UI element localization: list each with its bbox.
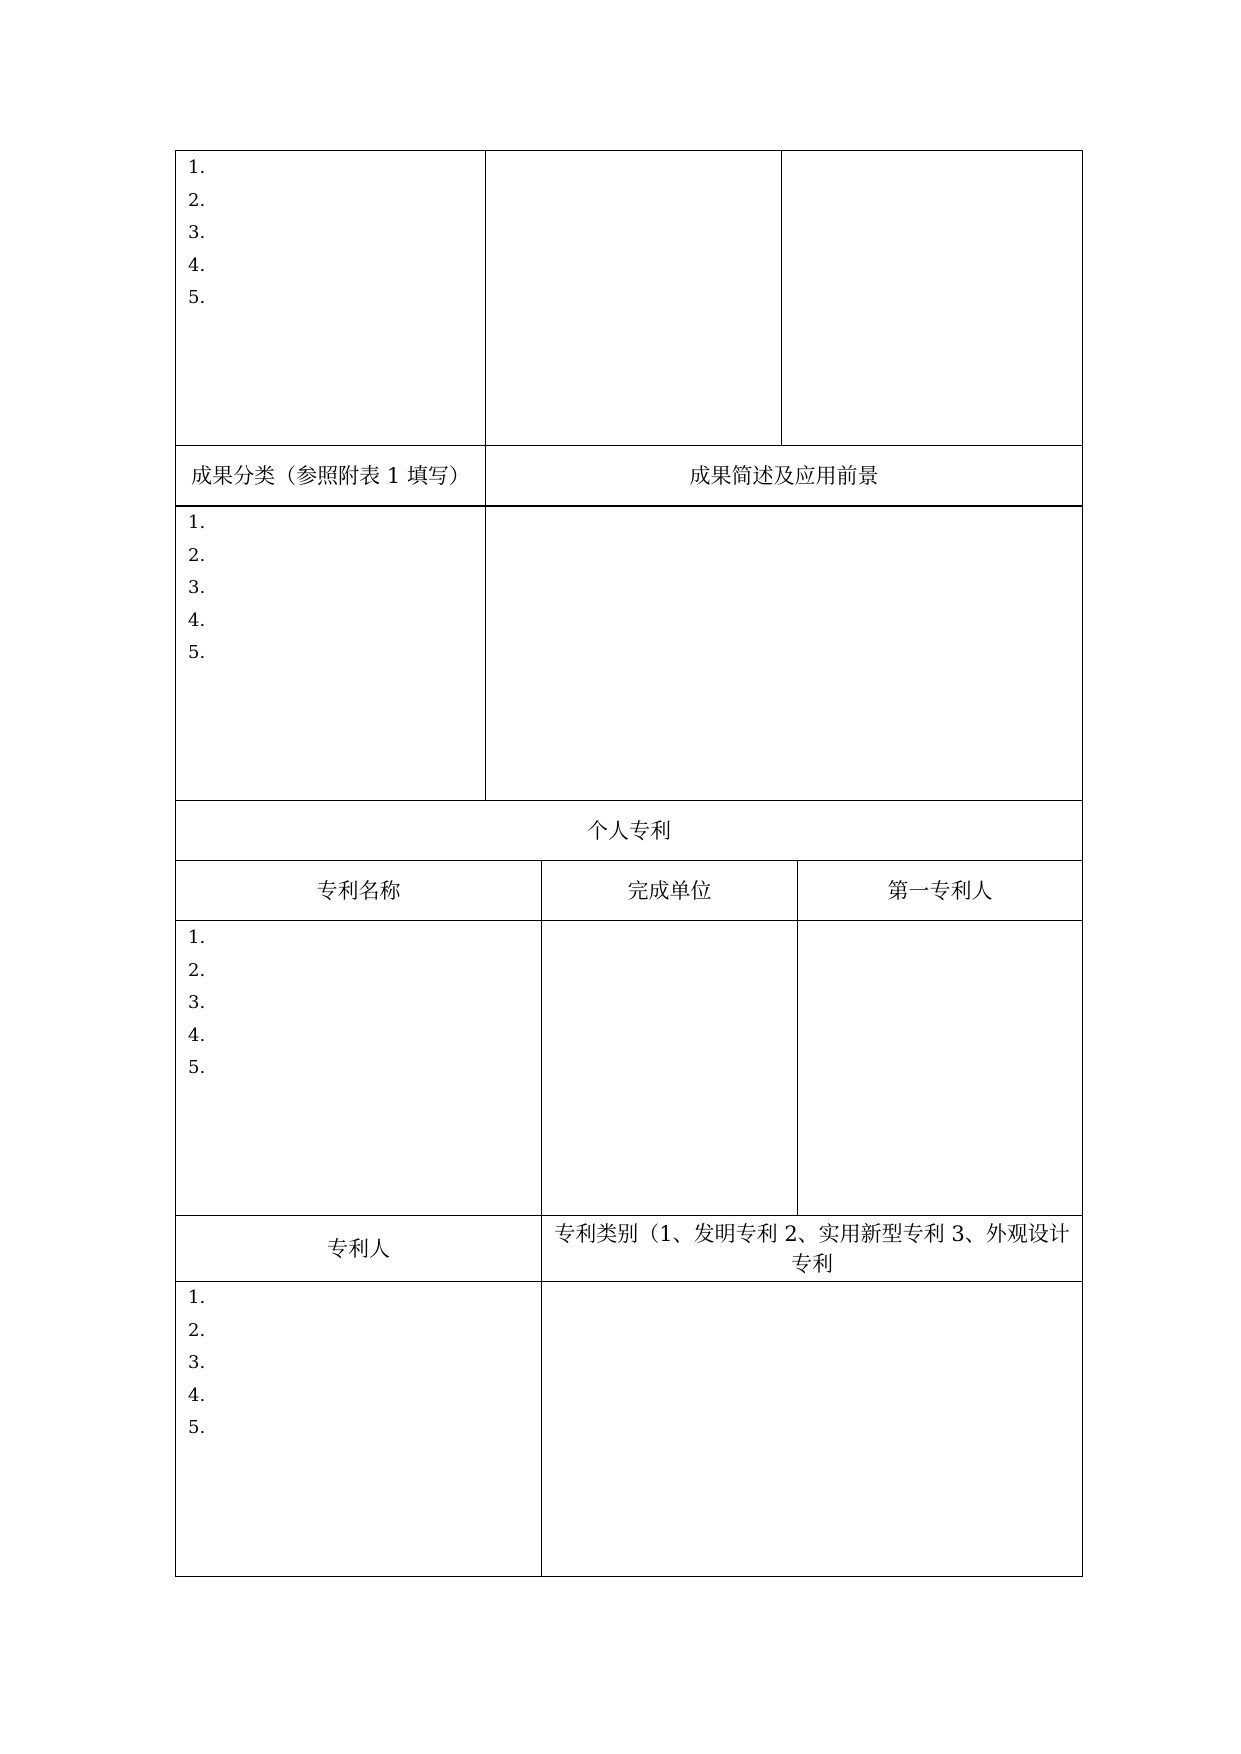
achievement-summary-header: 成果简述及应用前景	[689, 463, 879, 488]
personal-patents-title: 个人专利	[587, 818, 671, 843]
patent-type-header: 专利类别（1、发明专利 2、实用新型专利 3、外观设计专利	[554, 1221, 1070, 1276]
first-patentee-field[interactable]	[798, 921, 1082, 1215]
patent-name-header: 专利名称	[316, 878, 401, 903]
list-item: 2.	[188, 959, 206, 981]
completion-unit-field[interactable]	[542, 921, 797, 1215]
patent-type-field[interactable]	[542, 1282, 1082, 1576]
list-item: 5.	[188, 642, 206, 663]
list-item: 2.	[188, 544, 206, 566]
section1-column3-field[interactable]	[782, 151, 1082, 445]
table-right-border	[1082, 150, 1083, 1577]
list-item: 2.	[188, 189, 206, 211]
section2-numbered-list	[188, 507, 205, 670]
first-patentee-header: 第一专利人	[887, 878, 993, 903]
list-item: 3.	[188, 992, 206, 1013]
list-item: 5.	[188, 1057, 206, 1078]
list-item: 1.	[188, 927, 206, 948]
achievement-summary-field[interactable]	[486, 507, 1082, 800]
list-item: 4.	[188, 1024, 206, 1046]
list-item: 3.	[188, 577, 206, 598]
list-item: 3.	[188, 1352, 206, 1373]
patentee-header: 专利人	[327, 1236, 390, 1261]
table-bottom-border	[175, 1576, 1083, 1577]
completion-unit-header: 完成单位	[627, 878, 712, 903]
section1-column2-field[interactable]	[486, 151, 781, 445]
list-item: 2.	[188, 1319, 206, 1341]
list-item: 5.	[188, 1417, 206, 1438]
section1-numbered-list	[188, 152, 205, 315]
list-item: 1.	[188, 157, 206, 178]
list-item: 4.	[188, 254, 206, 276]
list-item: 1.	[188, 1287, 206, 1308]
list-item: 5.	[188, 287, 206, 308]
achievement-category-header: 成果分类（参照附表 1 填写）	[191, 463, 470, 488]
list-item: 4.	[188, 1384, 206, 1406]
list-item: 1.	[188, 512, 206, 533]
list-item: 4.	[188, 609, 206, 631]
section4-numbered-list	[188, 1282, 205, 1445]
list-item: 3.	[188, 222, 206, 243]
section3-numbered-list	[188, 922, 205, 1085]
